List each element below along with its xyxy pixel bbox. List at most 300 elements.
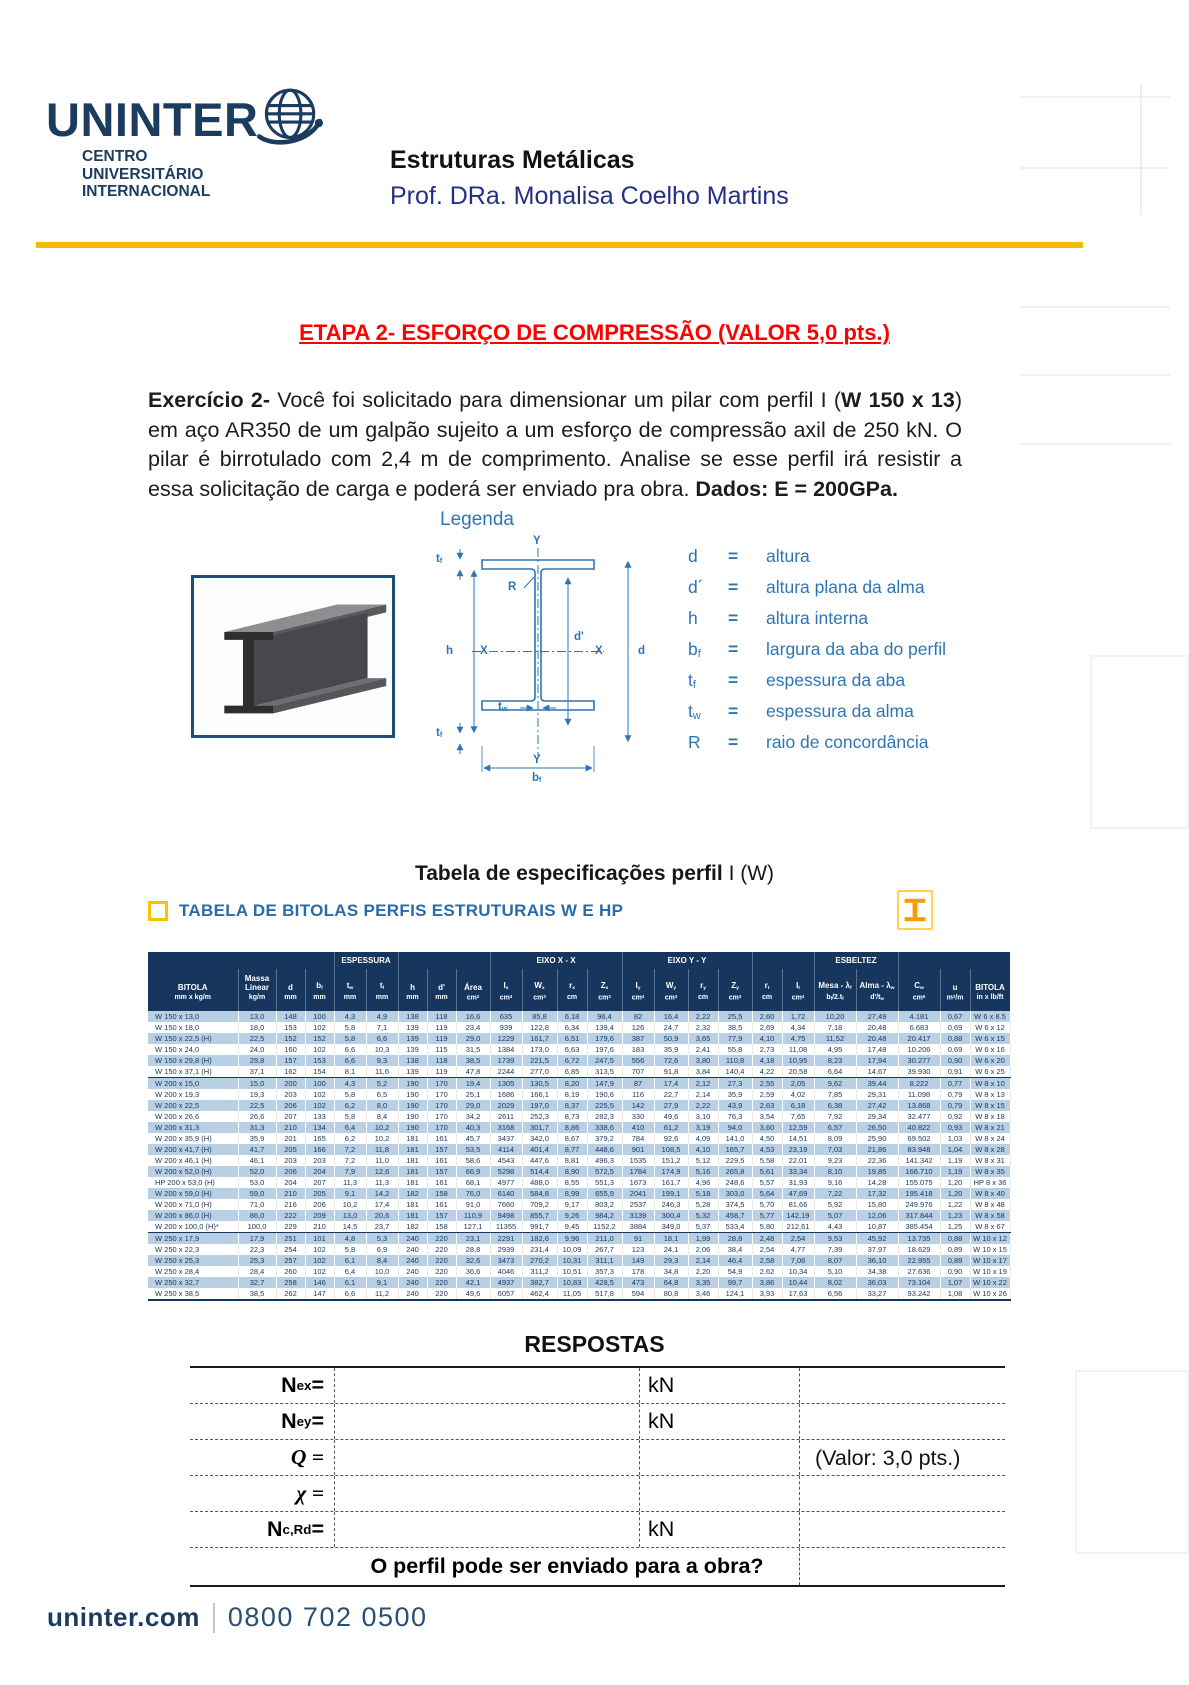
table-cell: 11,2 — [366, 1288, 398, 1300]
column-group-header — [898, 952, 1010, 969]
table-cell: 3,35 — [688, 1277, 718, 1288]
ibeam-photo — [191, 575, 395, 738]
watermark-line — [1020, 374, 1170, 376]
column-unit: mm — [398, 994, 427, 1011]
table-cell: 0,77 — [940, 1078, 970, 1090]
diagram-label-d-prime: d' — [574, 631, 584, 643]
table-cell: 165,7 — [718, 1144, 752, 1155]
table-cell: 10,31 — [557, 1255, 587, 1266]
table-cell: 20,58 — [782, 1066, 814, 1078]
table-cell: 5,28 — [688, 1199, 718, 1210]
column-unit: cm — [752, 994, 782, 1011]
footer-site: uninter.com — [47, 1602, 200, 1632]
table-row — [148, 1044, 1010, 1055]
diagram-label-d: d — [638, 645, 646, 657]
table-cell: 72,6 — [654, 1055, 688, 1066]
table-cell: 4,10 — [688, 1144, 718, 1155]
table-cell: W 250 x 25,3 — [148, 1255, 238, 1266]
column-unit: $cm^4$ — [490, 994, 522, 1011]
table-cell: 10,20 — [814, 1011, 856, 1022]
table-cell: 96,4 — [587, 1011, 622, 1022]
legend-item — [688, 608, 946, 629]
table-cell: 0,90 — [940, 1266, 970, 1277]
table-cell: 0,69 — [940, 1022, 970, 1033]
table-cell: 204 — [305, 1166, 334, 1177]
table-cell: 317.844 — [898, 1210, 940, 1221]
table-cell: 122,8 — [522, 1022, 557, 1033]
table-cell: 47,8 — [456, 1066, 490, 1078]
table-cell: 37,97 — [856, 1244, 898, 1255]
table-cell: 19,85 — [856, 1166, 898, 1177]
table-cell: 86,0 — [238, 1210, 276, 1221]
table-cell: 8,86 — [557, 1122, 587, 1133]
table-cell: 46,1 — [238, 1155, 276, 1166]
table-cell: W 8 x 10 — [970, 1078, 1010, 1090]
answer-input[interactable] — [335, 1512, 640, 1547]
table-row — [148, 1033, 1010, 1044]
table-cell: 7,2 — [334, 1144, 366, 1155]
yellow-square-icon — [148, 901, 168, 921]
table-cell: 22,36 — [856, 1155, 898, 1166]
answer-unit — [640, 1476, 800, 1511]
table-cell: 2,06 — [688, 1244, 718, 1255]
table-cell: 9,16 — [814, 1177, 856, 1188]
table-cell: 1,04 — [940, 1144, 970, 1155]
table-cell: 161 — [427, 1155, 456, 1166]
table-cell: 17,48 — [856, 1044, 898, 1055]
table-cell: 5,12 — [688, 1155, 718, 1166]
table-cell: 2,14 — [688, 1255, 718, 1266]
table-cell: 11,3 — [334, 1177, 366, 1188]
table-cell: 31,5 — [456, 1044, 490, 1055]
legend-equals: = — [728, 608, 739, 628]
table-cell: 29,8 — [238, 1055, 276, 1066]
table-cell: HP 200 x 53,0 (H) — [148, 1177, 238, 1188]
table-cell: 10,09 — [557, 1244, 587, 1255]
table-cell: W 6 x 12 — [970, 1022, 1010, 1033]
table-row — [148, 1210, 1010, 1221]
table-row — [148, 1288, 1010, 1300]
column-header: $b_f$ — [305, 969, 334, 994]
table-cell: 225,5 — [587, 1100, 622, 1111]
answer-row-spacer — [800, 1368, 1005, 1403]
diagram-label-y-top: Y — [533, 535, 541, 547]
table-cell: W 250 x 17,9 — [148, 1233, 238, 1245]
table-cell: 53,5 — [456, 1144, 490, 1155]
table-cell: 49,6 — [456, 1288, 490, 1300]
table-cell: 36,6 — [456, 1266, 490, 1277]
legend-equals: = — [728, 577, 739, 597]
table-cell: 8,23 — [814, 1055, 856, 1066]
table-cell: 170 — [427, 1089, 456, 1100]
table-cell: 3,65 — [688, 1033, 718, 1044]
table-row — [148, 1055, 1010, 1066]
table-cell: 24,7 — [654, 1022, 688, 1033]
table-cell: W 200 x 41,7 (H) — [148, 1144, 238, 1155]
table-cell: 35,9 — [654, 1044, 688, 1055]
table-cell: 115 — [427, 1044, 456, 1055]
table-cell: W 8 x 15 — [970, 1100, 1010, 1111]
table-cell: 47,69 — [782, 1188, 814, 1199]
table-cell: 4046 — [490, 1266, 522, 1277]
table-cell: 220 — [427, 1255, 456, 1266]
table-cell: 6,57 — [814, 1122, 856, 1133]
table-cell: 10,3 — [366, 1044, 398, 1055]
table-cell: 108,5 — [654, 1144, 688, 1155]
table-cell: 80,8 — [654, 1288, 688, 1300]
table-cell: 655,9 — [587, 1188, 622, 1199]
exercise-text — [148, 386, 962, 504]
watermark-line — [1020, 96, 1170, 98]
table-row — [148, 1255, 1010, 1266]
table-cell: 61,2 — [654, 1122, 688, 1133]
table-cell: 247,5 — [587, 1055, 622, 1066]
table-cell: 119 — [427, 1022, 456, 1033]
table-cell: 23,7 — [366, 1221, 398, 1233]
table-cell: 10,2 — [366, 1133, 398, 1144]
diagram-label-x-left: X — [480, 645, 488, 657]
column-unit: $cm^3$ — [587, 994, 622, 1011]
uninter-logo-text: UNINTER — [46, 93, 259, 146]
table-cell: 29,3 — [654, 1255, 688, 1266]
table-cell: 374,5 — [718, 1199, 752, 1210]
table-cell: 2,73 — [752, 1044, 782, 1055]
column-group-header — [148, 952, 334, 969]
table-cell: 10,95 — [782, 1055, 814, 1066]
table-cell: 7,1 — [366, 1022, 398, 1033]
table-cell: 379,2 — [587, 1133, 622, 1144]
column-header: Área — [456, 969, 490, 994]
table-cell: 152 — [305, 1033, 334, 1044]
table-row — [148, 1111, 1010, 1122]
table-row — [148, 1221, 1010, 1233]
table-cell: 8,67 — [557, 1133, 587, 1144]
table-cell: 5,3 — [366, 1233, 398, 1245]
legend-item — [688, 639, 946, 660]
table-cell: 22,7 — [654, 1089, 688, 1100]
answer-input[interactable] — [335, 1404, 640, 1439]
table-cell: 3168 — [490, 1122, 522, 1133]
exercise-text-segment: W 150 x 13 — [841, 388, 955, 412]
table-cell: 12,06 — [856, 1210, 898, 1221]
table-cell: W 150 x 29,8 (H) — [148, 1055, 238, 1066]
table-row — [148, 1100, 1010, 1111]
bitolas-spec-table — [148, 952, 1011, 1301]
table-cell: 155.075 — [898, 1177, 940, 1188]
table-cell: 207 — [276, 1111, 305, 1122]
table-cell: 572,5 — [587, 1166, 622, 1177]
table-cell: 141,0 — [718, 1133, 752, 1144]
table-cell: 447,6 — [522, 1155, 557, 1166]
table-cell: 94,0 — [718, 1122, 752, 1133]
exercise-text-segment: Você foi solicitado para dimensionar um pilar com perfil I ( — [277, 388, 842, 412]
column-header: $W_y$ — [654, 969, 688, 994]
table-cell: 4,9 — [366, 1011, 398, 1022]
table-cell: 29,0 — [456, 1033, 490, 1044]
table-cell: 517,8 — [587, 1288, 622, 1300]
table-cell: 6.683 — [898, 1022, 940, 1033]
table-cell: 584,8 — [522, 1188, 557, 1199]
table-cell: 182 — [398, 1221, 427, 1233]
table-cell: 4,22 — [752, 1066, 782, 1078]
table-cell: 18,1 — [654, 1233, 688, 1245]
table-cell: 24,1 — [654, 1244, 688, 1255]
table-cell: W 8 x 67 — [970, 1221, 1010, 1233]
table-cell: 709,2 — [522, 1199, 557, 1210]
table-cell: 2,20 — [688, 1266, 718, 1277]
table-cell: 68,1 — [456, 1177, 490, 1188]
table-cell: 110,9 — [456, 1210, 490, 1221]
table-cell: 6,38 — [814, 1100, 856, 1111]
points-note: (Valor: 3,0 pts.) — [815, 1446, 961, 1470]
table-cell: 428,5 — [587, 1277, 622, 1288]
table-cell: 31,93 — [782, 1177, 814, 1188]
spec-table-title — [0, 862, 1189, 886]
table-cell: 91,8 — [654, 1066, 688, 1078]
table-cell: W 150 x 18,0 — [148, 1022, 238, 1033]
table-cell: 9498 — [490, 1210, 522, 1221]
table-cell: W 6 x 25 — [970, 1066, 1010, 1078]
table-cell: 181 — [398, 1144, 427, 1155]
table-cell: 32,6 — [456, 1255, 490, 1266]
table-cell: 32,7 — [238, 1277, 276, 1288]
table-cell: 28,4 — [238, 1266, 276, 1277]
table-cell: 4.181 — [898, 1011, 940, 1022]
table-cell: 204 — [276, 1177, 305, 1188]
table-cell: 2,69 — [752, 1022, 782, 1033]
table-cell: 12,59 — [782, 1122, 814, 1133]
table-cell: 17,63 — [782, 1288, 814, 1300]
table-cell: 200 — [276, 1078, 305, 1090]
exercise-text-segment: Dados: E = 200GPa. — [695, 476, 898, 501]
table-cell: 142,19 — [782, 1210, 814, 1221]
table-cell: 8,73 — [557, 1111, 587, 1122]
table-cell: 1,20 — [940, 1177, 970, 1188]
table-cell: 6,2 — [334, 1100, 366, 1111]
table-cell: 270,2 — [522, 1255, 557, 1266]
table-cell: 382,7 — [522, 1277, 557, 1288]
table-cell: 8,10 — [814, 1166, 856, 1177]
legend-equals: = — [728, 639, 739, 659]
table-cell: W 200 x 46,1 (H) — [148, 1155, 238, 1166]
table-cell: 139 — [398, 1044, 427, 1055]
table-cell: 5,8 — [334, 1022, 366, 1033]
table-cell: 102 — [305, 1044, 334, 1055]
legend-description: altura plana da alma — [766, 577, 925, 597]
table-cell: 201 — [276, 1133, 305, 1144]
table-cell: 76,0 — [456, 1188, 490, 1199]
table-cell: 15,80 — [856, 1199, 898, 1210]
table-cell: W 200 x 86,0 (H) — [148, 1210, 238, 1221]
table-cell: 300,4 — [654, 1210, 688, 1221]
table-cell: 83.948 — [898, 1144, 940, 1155]
answer-label: Q = — [190, 1440, 335, 1475]
table-cell: 1739 — [490, 1055, 522, 1066]
table-cell: 1,07 — [940, 1277, 970, 1288]
legend-item — [688, 670, 946, 691]
table-cell: 146 — [305, 1277, 334, 1288]
table-cell: 1535 — [622, 1155, 654, 1166]
column-header: $t_f$ — [366, 969, 398, 994]
table-cell: 257 — [276, 1255, 305, 1266]
table-cell: 4,10 — [752, 1033, 782, 1044]
table-cell: 556 — [622, 1055, 654, 1066]
table-cell: 265,8 — [718, 1166, 752, 1177]
table-cell: 9,1 — [366, 1277, 398, 1288]
table-cell: 102 — [305, 1255, 334, 1266]
table-cell: 55,8 — [718, 1044, 752, 1055]
table-cell: 267,7 — [587, 1244, 622, 1255]
table-cell: 4977 — [490, 1177, 522, 1188]
table-cell: 20,48 — [856, 1022, 898, 1033]
table-cell: 4114 — [490, 1144, 522, 1155]
column-header: $r_y$ — [688, 969, 718, 994]
table-cell: 5,2 — [366, 1078, 398, 1090]
answer-input[interactable] — [335, 1440, 640, 1475]
column-header: u — [940, 969, 970, 994]
diagram-label-tw: $t_w$ — [498, 701, 508, 714]
table-cell: 34,2 — [456, 1111, 490, 1122]
table-cell: 19,3 — [238, 1089, 276, 1100]
legend-description: altura interna — [766, 608, 869, 628]
table-cell: 40,3 — [456, 1122, 490, 1133]
table-cell: 4,95 — [814, 1044, 856, 1055]
legend-equals: = — [728, 701, 739, 721]
table-cell: 6,6 — [334, 1288, 366, 1300]
table-cell: 85,8 — [522, 1011, 557, 1022]
table-cell: 27,42 — [856, 1100, 898, 1111]
legend-description: espessura da aba — [766, 670, 906, 690]
section-label-text: TABELA DE BITOLAS PERFIS ESTRUTURAIS W E HP — [179, 901, 624, 920]
table-cell: 157 — [427, 1166, 456, 1177]
table-cell: 4,02 — [782, 1089, 814, 1100]
table-cell: 45,7 — [456, 1133, 490, 1144]
table-cell: 25,1 — [456, 1089, 490, 1100]
table-cell: 4,50 — [752, 1133, 782, 1144]
table-cell: 10,87 — [856, 1221, 898, 1233]
table-cell: 9,96 — [557, 1233, 587, 1245]
table-cell: 17,94 — [856, 1055, 898, 1066]
column-header: Alma - $\lambda_w$ — [856, 969, 898, 994]
table-cell: 514,4 — [522, 1166, 557, 1177]
table-cell: 11,52 — [814, 1033, 856, 1044]
table-cell: 2,22 — [688, 1100, 718, 1111]
table-cell: 26,50 — [856, 1122, 898, 1133]
table-cell: 8,81 — [557, 1155, 587, 1166]
diagram-label-r: R — [508, 581, 517, 593]
table-cell: 2291 — [490, 1233, 522, 1245]
table-cell: 69.502 — [898, 1133, 940, 1144]
table-cell: 220 — [427, 1277, 456, 1288]
table-cell: 1,08 — [940, 1288, 970, 1300]
table-cell: 126 — [622, 1022, 654, 1033]
table-cell: 385.454 — [898, 1221, 940, 1233]
table-cell: 240 — [398, 1233, 427, 1245]
column-header: $C_w$ — [898, 969, 940, 994]
table-cell: 4,96 — [688, 1177, 718, 1188]
table-cell: 220 — [427, 1244, 456, 1255]
table-cell: 4,18 — [752, 1055, 782, 1066]
table-cell: 1,03 — [940, 1133, 970, 1144]
table-cell: 4,8 — [334, 1233, 366, 1245]
table-cell: 246,3 — [654, 1199, 688, 1210]
question-text: O perfil pode ser enviado para a obra? — [190, 1548, 800, 1585]
table-cell: 254 — [276, 1244, 305, 1255]
table-cell: 181 — [398, 1199, 427, 1210]
legend-symbol: $b_f$ — [688, 639, 701, 660]
table-cell: 1,19 — [940, 1166, 970, 1177]
table-cell: W 200 x 22,5 — [148, 1100, 238, 1111]
table-cell: 240 — [398, 1266, 427, 1277]
table-cell: 5,70 — [752, 1199, 782, 1210]
table-cell: 8,19 — [557, 1089, 587, 1100]
answer-row — [190, 1476, 1005, 1512]
table-cell: 1686 — [490, 1089, 522, 1100]
table-cell: 199,1 — [654, 1188, 688, 1199]
table-cell: 160 — [276, 1044, 305, 1055]
table-cell: 32.477 — [898, 1111, 940, 1122]
table-cell: 488,0 — [522, 1177, 557, 1188]
table-cell: 231,4 — [522, 1244, 557, 1255]
table-cell: 6,64 — [814, 1066, 856, 1078]
table-row — [148, 1122, 1010, 1133]
watermark-line — [1020, 306, 1170, 308]
table-cell: W 8 x 48 — [970, 1199, 1010, 1210]
column-header: $W_x$ — [522, 969, 557, 994]
table-cell: 33,34 — [782, 1166, 814, 1177]
table-cell: W 250 x 38,5 — [148, 1288, 238, 1300]
table-cell: W 200 x 71,0 (H) — [148, 1199, 238, 1210]
table-cell: 162 — [276, 1066, 305, 1078]
column-group-header: ESPESSURA — [334, 952, 398, 969]
answer-input[interactable] — [335, 1368, 640, 1403]
footer-phone: 0800 702 0500 — [227, 1602, 428, 1632]
table-cell: 16,4 — [654, 1011, 688, 1022]
table-cell: 5,16 — [688, 1166, 718, 1177]
table-cell: 139 — [398, 1066, 427, 1078]
table-cell: 205 — [276, 1144, 305, 1155]
table-cell: 29,0 — [456, 1100, 490, 1111]
column-unit: cm — [688, 994, 718, 1011]
table-cell: 7,03 — [814, 1144, 856, 1155]
answer-input[interactable] — [335, 1476, 640, 1511]
table-cell: 4,53 — [752, 1144, 782, 1155]
table-cell: 3,19 — [688, 1122, 718, 1133]
table-cell: 8,55 — [557, 1177, 587, 1188]
legend-symbol: d´ — [688, 577, 704, 597]
legend-item — [688, 701, 946, 722]
table-cell: 5,37 — [688, 1221, 718, 1233]
table-cell: 3,93 — [752, 1288, 782, 1300]
table-row — [148, 1244, 1010, 1255]
table-cell: 17,4 — [654, 1078, 688, 1090]
table-cell: 17,4 — [366, 1199, 398, 1210]
table-cell: 3884 — [622, 1221, 654, 1233]
table-cell: 2,22 — [688, 1011, 718, 1022]
legend-equals: = — [728, 732, 739, 752]
table-cell: 181 — [398, 1133, 427, 1144]
table-cell: 473 — [622, 1277, 654, 1288]
answer-label: N c,Rd = — [190, 1512, 335, 1547]
table-cell: 5,32 — [688, 1210, 718, 1221]
table-cell: W 200 x 15,0 — [148, 1078, 238, 1090]
table-cell: 158 — [427, 1188, 456, 1199]
table-cell: 2,55 — [752, 1078, 782, 1090]
table-cell: 5,8 — [334, 1244, 366, 1255]
exercise-text-segment: ) em aço AR350 de um galpão sujeito a um esforço de compressão axil de 250 kN. O pilar é birrotulado com 2,4 m de comprimento. Analise se esse perfil irá resistir a essa solicitação de carga e poderá ser enviado pra obra. — [148, 388, 963, 501]
table-row — [148, 1233, 1010, 1245]
column-header: $Z_y$ — [718, 969, 752, 994]
